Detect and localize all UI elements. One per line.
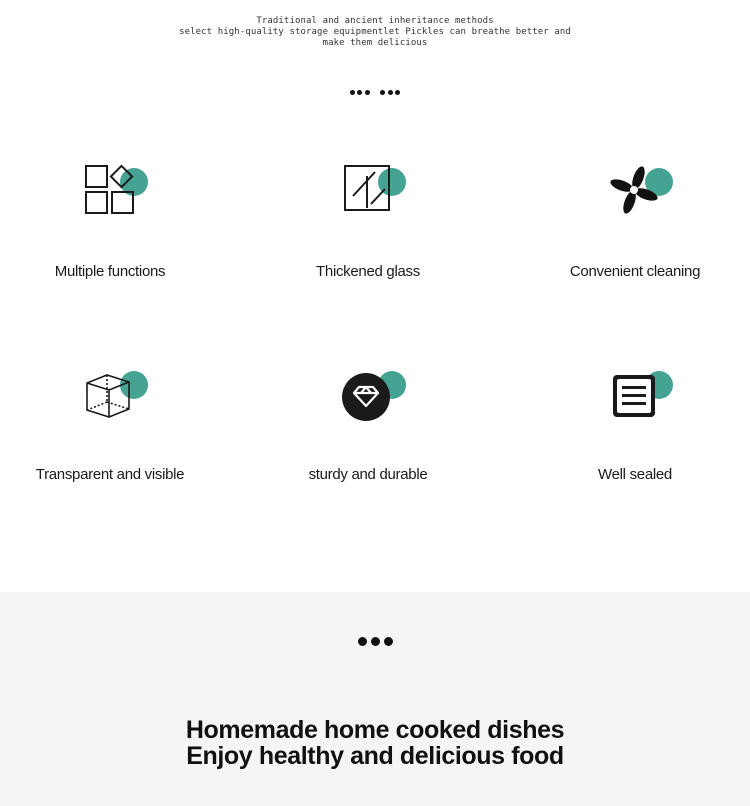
ellipsis-divider-top xyxy=(0,90,750,95)
feature-label: Thickened glass xyxy=(316,263,420,280)
intro-text xyxy=(0,16,750,49)
headline-line-2: Enjoy healthy and delicious food xyxy=(186,742,564,770)
feature-label: Transparent and visible xyxy=(35,466,185,483)
intro-line-1: Traditional and ancient inheritance methods xyxy=(256,16,494,26)
glass-panel-icon xyxy=(341,162,397,218)
feature-convenient-cleaning xyxy=(520,162,750,280)
pinwheel-icon xyxy=(608,162,664,218)
ellipsis-divider-bottom xyxy=(0,637,750,646)
headline-line-1: Homemade home cooked dishes xyxy=(185,716,565,744)
diamond-badge-icon xyxy=(341,365,397,421)
feature-label: Multiple functions xyxy=(54,263,166,280)
feature-transparent-visible xyxy=(0,365,225,483)
feature-sturdy-durable xyxy=(253,365,483,483)
feature-thickened-glass xyxy=(253,162,483,280)
feature-multiple-functions xyxy=(0,162,225,280)
feature-label: sturdy and durable xyxy=(308,466,428,483)
intro-line-3: make them delicious xyxy=(322,38,428,48)
bottom-banner xyxy=(0,592,750,806)
feature-label: Convenient cleaning xyxy=(569,263,701,280)
banner-headline xyxy=(0,717,750,769)
transparent-box-icon xyxy=(83,365,139,421)
sealed-document-icon xyxy=(608,365,664,421)
feature-label: Well sealed xyxy=(598,466,672,483)
intro-line-2: select high-quality storage equipmentlet Pickles can breathe better and xyxy=(179,27,571,37)
feature-well-sealed xyxy=(520,365,750,483)
grid-squares-icon xyxy=(83,162,139,218)
